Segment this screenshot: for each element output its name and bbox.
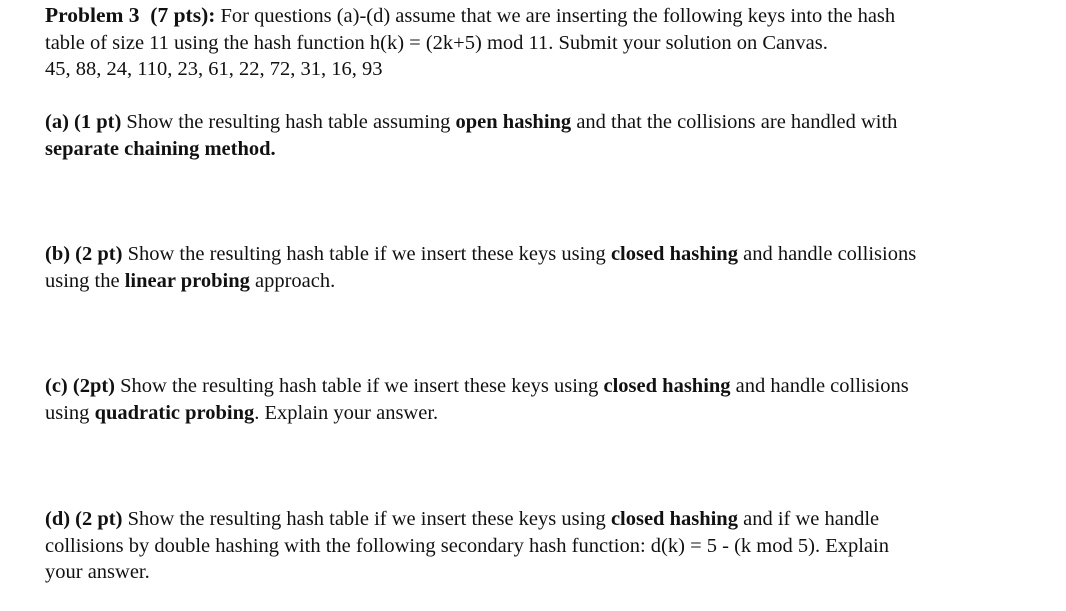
part-b — [45, 241, 1055, 294]
part-c-line-2: using quadratic probing. Explain your answer. — [45, 401, 439, 424]
part-a-line-1: (a) (1 pt) Show the resulting hash table assuming open hashing and that the collisions are handled with — [45, 111, 898, 133]
part-c-label: (c) (2pt) — [45, 375, 116, 397]
part-a-label: (a) (1 pt) — [45, 111, 122, 133]
problem-line-2: table of size 11 using the hash function h(k) = (2k+5) mod 11. Submit your solution on Canvas. — [45, 31, 828, 54]
part-b-label: (b) (2 pt) — [45, 243, 123, 265]
part-d — [45, 506, 1055, 586]
part-a — [45, 109, 1055, 162]
part-b-line-1: (b) (2 pt) Show the resulting hash table if we insert these keys using closed hashing and handle collisions — [45, 243, 917, 265]
problem-points: (7 pts): — [150, 3, 216, 27]
part-d-line-1: (d) (2 pt) Show the resulting hash table if we insert these keys using closed hashing and if we handle — [45, 508, 880, 530]
part-c-line-1: (c) (2pt) Show the resulting hash table if we insert these keys using closed hashing and handle collisions — [45, 375, 909, 397]
part-d-line-3: your answer. — [45, 561, 150, 583]
problem-keys: 45, 88, 24, 110, 23, 61, 22, 72, 31, 16, 93 — [45, 58, 383, 80]
part-b-line-2: using the linear probing approach. — [45, 269, 336, 292]
part-d-line-2: collisions by double hashing with the following secondary hash function: d(k) = 5 - (k mod 5). Explain — [45, 534, 889, 557]
part-a-line-2: separate chaining method. — [45, 137, 276, 160]
part-d-label: (d) (2 pt) — [45, 508, 123, 530]
part-c — [45, 373, 1055, 426]
problem-line-1 — [45, 2, 1055, 30]
problem-label: Problem 3 — [45, 3, 140, 27]
problem-statement — [45, 2, 1055, 83]
problem-intro-text: For questions (a)-(d) assume that we are inserting the following keys into the hash — [215, 5, 896, 27]
